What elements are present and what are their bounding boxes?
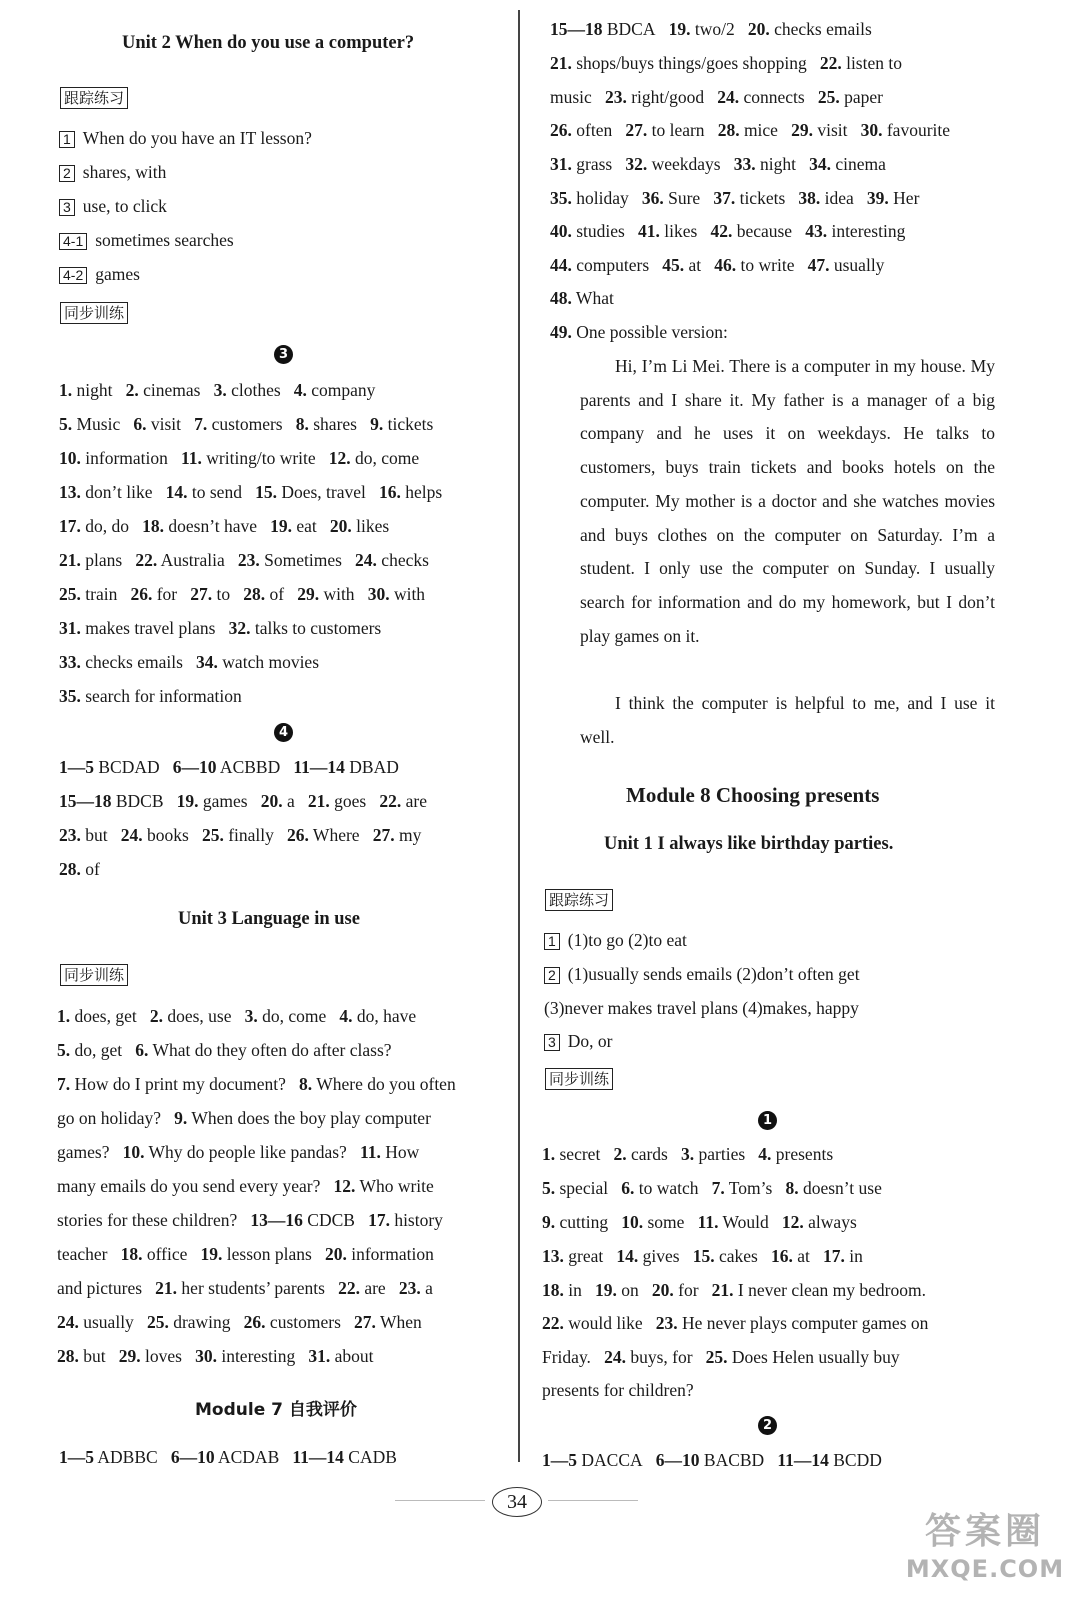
answer-line: 48. What xyxy=(550,288,614,308)
answer-line: 31. makes travel plans 32. talks to customers xyxy=(59,618,382,638)
answer-line: Friday. 24. buys, for 25. Does Helen usually buy xyxy=(542,1347,900,1367)
answer-line: 35. holiday 36. Sure 37. tickets 38. idea 39. Her xyxy=(550,188,920,208)
tracking-practice-tag: 跟踪练习 xyxy=(545,889,613,911)
answer-line: music 23. right/good 24. connects 25. paper xyxy=(550,87,883,107)
answer-line: presents for children? xyxy=(542,1380,694,1400)
answer-line: 49. One possible version: xyxy=(550,322,728,342)
tracking-practice-tag: 跟踪练习 xyxy=(60,87,128,109)
answer-line: 1. night 2. cinemas 3. clothes 4. company xyxy=(59,380,376,400)
unit1-title: Unit 1 I always like birthday parties. xyxy=(604,834,894,854)
answer-line: 17. do, do 18. doesn’t have 19. eat 20. likes xyxy=(59,516,390,536)
tracking-item: 1 When do you have an IT lesson? xyxy=(59,127,312,149)
answer-line: stories for these children? 13—16 CDCB 17. history xyxy=(57,1210,443,1230)
answer-line: 25. train 26. for 27. to 28. of 29. with 30. with xyxy=(59,584,426,604)
answer-line: 40. studies 41. likes 42. because 43. interesting xyxy=(550,221,906,241)
unit3-title: Unit 3 Language in use xyxy=(178,909,360,929)
column-divider xyxy=(518,10,520,1462)
answer-line: 15—18 BDCB 19. games 20. a 21. goes 22. are xyxy=(59,791,427,811)
page-ornament-left xyxy=(395,1500,485,1501)
tracking-item: 4-1 sometimes searches xyxy=(59,229,234,251)
answer-line: 5. do, get 6. What do they often do after class? xyxy=(57,1040,392,1060)
page-ornament-right xyxy=(548,1500,638,1501)
answer-line: 35. search for information xyxy=(59,686,242,706)
answer-line: 22. would like 23. He never plays computer games on xyxy=(542,1313,929,1333)
sync-training-tag: 同步训练 xyxy=(60,964,128,986)
answer-line: 24. usually 25. drawing 26. customers 27. When xyxy=(57,1312,422,1332)
tracking-item: 3 use, to click xyxy=(59,195,167,217)
answer-line: and pictures 21. her students’ parents 22. are 23. a xyxy=(57,1278,433,1298)
tracking-item: 4-2 games xyxy=(59,263,140,285)
answer-line: 44. computers 45. at 46. to write 47. usually xyxy=(550,255,885,275)
answer-line: 1—5 DACCA 6—10 BACBD 11—14 BCDD xyxy=(542,1450,882,1470)
watermark-logo xyxy=(895,1510,1075,1584)
answer-line: 26. often 27. to learn 28. mice 29. visit 30. favourite xyxy=(550,120,951,140)
module7-eval-title: Module 7 自我评价 xyxy=(195,1400,357,1420)
answer-line: games? 10. Why do people like pandas? 11. How xyxy=(57,1142,420,1162)
answer-line: 21. plans 22. Australia 23. Sometimes 24. checks xyxy=(59,550,429,570)
answer-line: 13. don’t like 14. to send 15. Does, travel 16. helps xyxy=(59,482,443,502)
unit2-title: Unit 2 When do you use a computer? xyxy=(122,33,415,53)
answer-line: 13. great 14. gives 15. cakes 16. at 17. in xyxy=(542,1246,863,1266)
answer-line: 1. does, get 2. does, use 3. do, come 4. do, have xyxy=(57,1006,417,1026)
answer-line: 18. in 19. on 20. for 21. I never clean my bedroom. xyxy=(542,1280,926,1300)
sync-training-tag: 同步训练 xyxy=(545,1068,613,1090)
answer-line: 1—5 BCDAD 6—10 ACBBD 11—14 DBAD xyxy=(59,757,399,777)
answer-line: 31. grass 32. weekdays 33. night 34. cinema xyxy=(550,154,886,174)
answer-line: 5. Music 6. visit 7. customers 8. shares 9. tickets xyxy=(59,414,434,434)
section-3-marker: 3 xyxy=(274,345,293,364)
sync-training-tag: 同步训练 xyxy=(60,302,128,324)
tracking-item-continued: (3)never makes travel plans (4)makes, happy xyxy=(544,998,859,1018)
section-4-marker: 4 xyxy=(274,723,293,742)
essay-paragraph-1: Hi, I’m Li Mei. There is a computer in my house. My parents and I share it. My father is a manager of a big company and he uses it on weekdays. He talks to customers, buys train tickets and books hotels on the computer. My mother is a doctor and she watches movies and buys clothes on the computer on Saturday. I’m a student. I only use the computer on Sunday. I usually search for information and do my homework, but I don’t play games on it. xyxy=(580,356,995,646)
answer-line: 9. cutting 10. some 11. Would 12. always xyxy=(542,1212,857,1232)
answer-line: 10. information 11. writing/to write 12. do, come xyxy=(59,448,420,468)
answer-line: 28. but 29. loves 30. interesting 31. about xyxy=(57,1346,374,1366)
answer-line: 21. shops/buys things/goes shopping 22. listen to xyxy=(550,53,902,73)
module8-title: Module 8 Choosing presents xyxy=(626,783,880,807)
answer-line: 23. but 24. books 25. finally 26. Where 27. my xyxy=(59,825,422,845)
answer-line: 33. checks emails 34. watch movies xyxy=(59,652,320,672)
tracking-item: 2 (1)usually sends emails (2)don’t often get xyxy=(544,963,860,985)
answer-line: 5. special 6. to watch 7. Tom’s 8. doesn’t use xyxy=(542,1178,882,1198)
tracking-item: 1 (1)to go (2)to eat xyxy=(544,929,687,951)
answer-line: teacher 18. office 19. lesson plans 20. information xyxy=(57,1244,434,1264)
watermark-title: 答案圈 xyxy=(924,1511,1045,1552)
section-2-marker: 2 xyxy=(758,1416,777,1435)
essay-paragraph-2: I think the computer is helpful to me, and I use it well. xyxy=(580,693,995,747)
answer-line: many emails do you send every year? 12. Who write xyxy=(57,1176,434,1196)
answer-line: 1—5 ADBBC 6—10 ACDAB 11—14 CADB xyxy=(59,1447,397,1467)
watermark-url: MXQE.COM xyxy=(905,1555,1065,1583)
answer-line: 28. of xyxy=(59,859,100,879)
answer-line: go on holiday? 9. When does the boy play computer xyxy=(57,1108,431,1128)
answer-line: 15—18 BDCA 19. two/2 20. checks emails xyxy=(550,19,872,39)
tracking-item: 2 shares, with xyxy=(59,161,166,183)
section-1-marker: 1 xyxy=(758,1111,777,1130)
page-number: 34 xyxy=(492,1487,542,1517)
tracking-item: 3 Do, or xyxy=(544,1030,613,1052)
answer-line: 7. How do I print my document? 8. Where do you often xyxy=(57,1074,456,1094)
answer-line: 1. secret 2. cards 3. parties 4. presents xyxy=(542,1144,834,1164)
